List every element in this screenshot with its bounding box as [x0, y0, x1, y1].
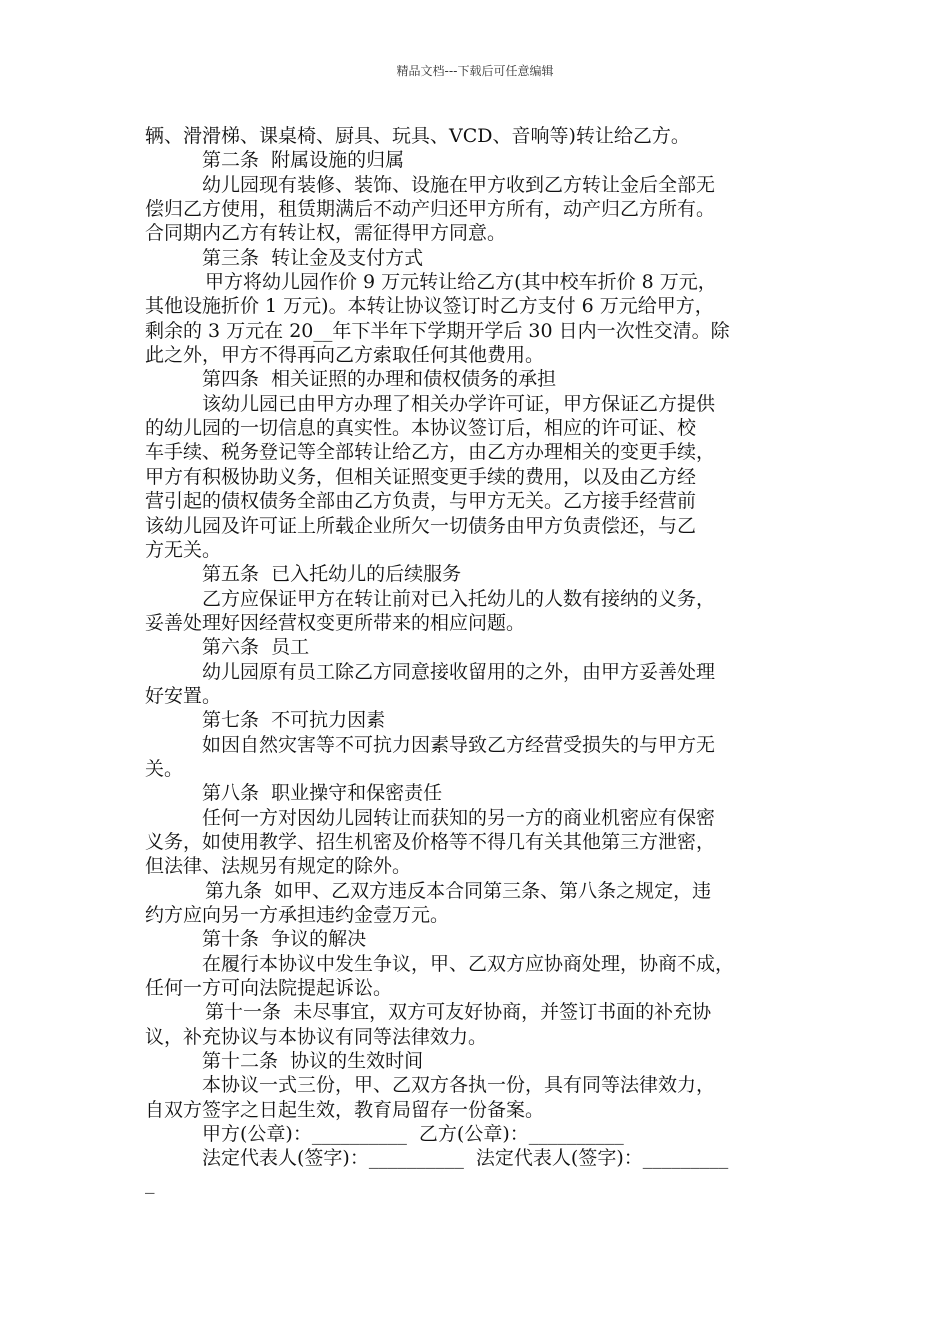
text-line: _ — [145, 1171, 155, 1194]
text-line: 第十二条 协议的生效时间 — [202, 1050, 424, 1073]
text-line: 在履行本协议中发生争议，甲、乙双方应协商处理，协商不成， — [202, 952, 735, 975]
text-line: 第二条 附属设施的归属 — [202, 149, 405, 172]
text-line: 本协议一式三份，甲、乙双方各执一份，具有同等法律效力， — [202, 1074, 716, 1097]
text-line: 辆、滑滑梯、课桌椅、厨具、玩具、VCD、音响等)转让给乙方。 — [145, 125, 690, 147]
text-line: 幼儿园原有员工除乙方同意接收留用的之外，由甲方妥善处理 — [202, 660, 716, 683]
text-line: 如因自然灾害等不可抗力因素导致乙方经营受损失的与甲方无 — [202, 733, 716, 756]
text-line: 该幼儿园已由甲方办理了相关办学许可证，甲方保证乙方提供 — [202, 392, 716, 415]
text-line: 第五条 已入托幼儿的后续服务 — [202, 563, 462, 586]
text-line: 第十条 争议的解决 — [202, 928, 367, 951]
text-line: 议，补充协议与本协议有同等法律效力。 — [145, 1025, 488, 1048]
text-line: 第十一条 未尽事宜，双方可友好协商，并签订书面的补充协 — [205, 1001, 712, 1024]
text-line: 乙方应保证甲方在转让前对已入托幼儿的人数有接纳的义务， — [202, 587, 716, 610]
text-line: 第六条 员工 — [202, 636, 310, 659]
text-line: 剩余的 3 万元在 20__年下半年下学期开学后 30 日内一次性交清。除 — [145, 319, 730, 342]
text-line: 但法律、法规另有规定的除外。 — [145, 855, 412, 878]
text-line: 第七条 不可抗力因素 — [202, 709, 386, 732]
text-line: 营引起的债权债务全部由乙方负责，与甲方无关。乙方接手经营前 — [145, 490, 697, 513]
text-line: 妥善处理好因经营权变更所带来的相应问题。 — [145, 611, 526, 634]
text-line: 关。 — [145, 757, 184, 780]
text-line: 合同期内乙方有转让权，需征得甲方同意。 — [145, 222, 507, 245]
text-line: 甲方有积极协助义务，但相关证照变更手续的费用，以及由乙方经 — [145, 465, 697, 488]
text-line: 义务，如使用教学、招生机密及价格等不得几有关其他第三方泄密， — [145, 830, 716, 853]
text-line: 的幼儿园的一切信息的真实性。本协议签订后，相应的许可证、校 — [145, 417, 697, 440]
page-header: 精品文档---下载后可任意编辑 — [396, 64, 554, 78]
text-line: 自双方签字之日起生效，教育局留存一份备案。 — [145, 1098, 545, 1121]
text-line: 其他设施折价 1 万元)。本转让协议签订时乙方支付 6 万元给甲方， — [145, 295, 714, 318]
text-line: 任何一方对因幼儿园转让而获知的另一方的商业机密应有保密 — [202, 806, 716, 829]
text-line: 法定代表人(签字)：__________ 法定代表人(签字)：_________ — [202, 1147, 729, 1170]
text-line: 好安置。 — [145, 684, 222, 707]
text-line: 第三条 转让金及支付方式 — [202, 246, 424, 269]
text-line: 此之外，甲方不得再向乙方索取任何其他费用。 — [145, 344, 545, 367]
text-line: 幼儿园现有装修、装饰、设施在甲方收到乙方转让金后全部无 — [202, 173, 716, 196]
text-line: 甲方(公章)：__________ 乙方(公章)：__________ — [202, 1123, 624, 1146]
text-line: 该幼儿园及许可证上所载企业所欠一切债务由甲方负责偿还，与乙 — [145, 514, 697, 537]
text-line: 约方应向另一方承担违约金壹万元。 — [145, 904, 450, 926]
text-line: 车手续、税务登记等全部转让给乙方，由乙方办理相关的变更手续， — [145, 441, 716, 464]
text-line: 第八条 职业操守和保密责任 — [202, 782, 443, 805]
text-line: 方无关。 — [145, 538, 222, 561]
text-line: 甲方将幼儿园作价 9 万元转让给乙方(其中校车折价 8 万元， — [205, 271, 717, 294]
text-line: 偿归乙方使用，租赁期满后不动产归还甲方所有，动产归乙方所有。 — [145, 198, 716, 221]
text-line: 第四条 相关证照的办理和债权债务的承担 — [202, 368, 557, 391]
document-body — [145, 124, 815, 1195]
text-line: 第九条 如甲、乙双方违反本合同第三条、第八条之规定，违 — [205, 879, 712, 902]
text-line: 任何一方可向法院提起诉讼。 — [145, 977, 393, 1000]
